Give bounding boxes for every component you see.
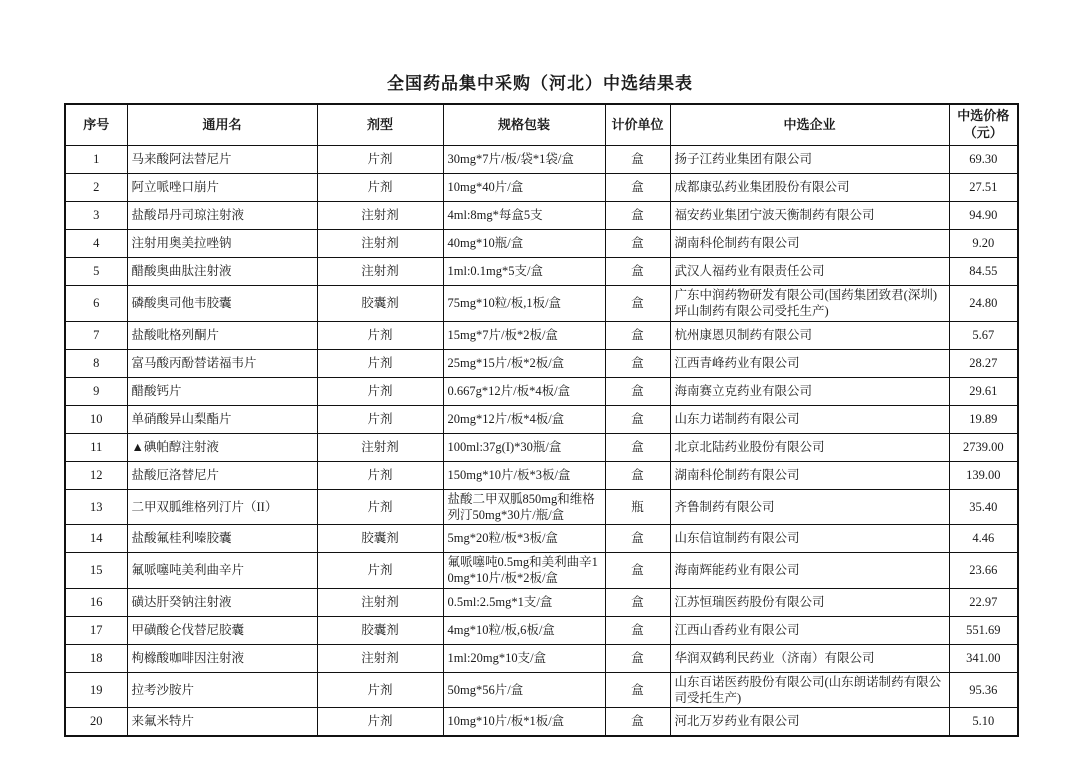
- cell-pricing-unit: 盒: [605, 230, 670, 258]
- cell-selected-company: 江苏恒瑞医药股份有限公司: [670, 588, 949, 616]
- table-row: [65, 708, 1018, 737]
- table-row: [65, 672, 1018, 708]
- cell-spec-package: 氟哌噻吨0.5mg和美利曲辛10mg*10片/板*2板/盒: [443, 553, 605, 589]
- cell-selected-price: 24.80: [949, 286, 1018, 322]
- col-header-generic-name: 通用名: [127, 104, 317, 146]
- cell-spec-package: 20mg*12片/板*4板/盒: [443, 405, 605, 433]
- cell-dosage-form: 片剂: [317, 321, 443, 349]
- cell-selected-company: 山东信谊制药有限公司: [670, 525, 949, 553]
- cell-generic-name: 阿立哌唑口崩片: [127, 174, 317, 202]
- cell-selected-price: 4.46: [949, 525, 1018, 553]
- cell-selected-price: 5.10: [949, 708, 1018, 737]
- cell-spec-package: 0.667g*12片/板*4板/盒: [443, 377, 605, 405]
- cell-dosage-form: 胶囊剂: [317, 525, 443, 553]
- header-row: [65, 104, 1018, 146]
- table-row: [65, 258, 1018, 286]
- cell-generic-name: 磷酸奥司他韦胶囊: [127, 286, 317, 322]
- cell-dosage-form: 片剂: [317, 672, 443, 708]
- cell-index: 18: [65, 644, 127, 672]
- col-header-index: 序号: [65, 104, 127, 146]
- cell-index: 16: [65, 588, 127, 616]
- cell-selected-price: 69.30: [949, 146, 1018, 174]
- cell-selected-company: 山东百诺医药股份有限公司(山东朗诺制药有限公司受托生产): [670, 672, 949, 708]
- cell-selected-company: 扬子江药业集团有限公司: [670, 146, 949, 174]
- cell-index: 5: [65, 258, 127, 286]
- cell-selected-company: 华润双鹤利民药业（济南）有限公司: [670, 644, 949, 672]
- cell-spec-package: 4ml:8mg*每盒5支: [443, 202, 605, 230]
- cell-spec-package: 盐酸二甲双胍850mg和维格列汀50mg*30片/瓶/盒: [443, 489, 605, 525]
- cell-dosage-form: 注射剂: [317, 588, 443, 616]
- cell-selected-price: 22.97: [949, 588, 1018, 616]
- cell-selected-company: 齐鲁制药有限公司: [670, 489, 949, 525]
- cell-selected-price: 27.51: [949, 174, 1018, 202]
- cell-generic-name: 注射用奥美拉唑钠: [127, 230, 317, 258]
- cell-spec-package: 15mg*7片/板*2板/盒: [443, 321, 605, 349]
- cell-selected-company: 福安药业集团宁波天衡制药有限公司: [670, 202, 949, 230]
- cell-index: 14: [65, 525, 127, 553]
- cell-selected-price: 29.61: [949, 377, 1018, 405]
- cell-index: 13: [65, 489, 127, 525]
- table-row: [65, 525, 1018, 553]
- table-row: [65, 405, 1018, 433]
- cell-selected-price: 2739.00: [949, 433, 1018, 461]
- cell-spec-package: 1ml:20mg*10支/盒: [443, 644, 605, 672]
- table-row: [65, 349, 1018, 377]
- cell-dosage-form: 注射剂: [317, 202, 443, 230]
- cell-pricing-unit: 盒: [605, 672, 670, 708]
- cell-dosage-form: 片剂: [317, 708, 443, 737]
- cell-index: 6: [65, 286, 127, 322]
- table-row: [65, 202, 1018, 230]
- cell-generic-name: 盐酸昂丹司琼注射液: [127, 202, 317, 230]
- cell-pricing-unit: 盒: [605, 553, 670, 589]
- cell-spec-package: 30mg*7片/板/袋*1袋/盒: [443, 146, 605, 174]
- cell-selected-company: 江西青峰药业有限公司: [670, 349, 949, 377]
- cell-generic-name: 甲磺酸仑伐替尼胶囊: [127, 616, 317, 644]
- cell-dosage-form: 片剂: [317, 405, 443, 433]
- cell-spec-package: 25mg*15片/板*2板/盒: [443, 349, 605, 377]
- cell-spec-package: 5mg*20粒/板*3板/盒: [443, 525, 605, 553]
- cell-index: 1: [65, 146, 127, 174]
- cell-selected-company: 武汉人福药业有限责任公司: [670, 258, 949, 286]
- cell-selected-price: 94.90: [949, 202, 1018, 230]
- table-row: [65, 489, 1018, 525]
- cell-dosage-form: 注射剂: [317, 433, 443, 461]
- page-title: 全国药品集中采购（河北）中选结果表: [387, 74, 693, 93]
- table-row: [65, 616, 1018, 644]
- cell-dosage-form: 片剂: [317, 489, 443, 525]
- cell-selected-company: 江西山香药业有限公司: [670, 616, 949, 644]
- cell-spec-package: 0.5ml:2.5mg*1支/盒: [443, 588, 605, 616]
- results-table-body: [65, 146, 1018, 737]
- cell-selected-company: 北京北陆药业股份有限公司: [670, 433, 949, 461]
- cell-dosage-form: 片剂: [317, 349, 443, 377]
- table-row: [65, 174, 1018, 202]
- table-row: [65, 553, 1018, 589]
- cell-selected-company: 海南辉能药业有限公司: [670, 553, 949, 589]
- cell-pricing-unit: 盒: [605, 405, 670, 433]
- cell-index: 4: [65, 230, 127, 258]
- cell-index: 2: [65, 174, 127, 202]
- cell-spec-package: 150mg*10片/板*3板/盒: [443, 461, 605, 489]
- cell-generic-name: 富马酸丙酚替诺福韦片: [127, 349, 317, 377]
- cell-generic-name: 拉考沙胺片: [127, 672, 317, 708]
- cell-pricing-unit: 盒: [605, 258, 670, 286]
- cell-selected-price: 341.00: [949, 644, 1018, 672]
- cell-dosage-form: 片剂: [317, 461, 443, 489]
- cell-index: 9: [65, 377, 127, 405]
- cell-selected-price: 139.00: [949, 461, 1018, 489]
- cell-dosage-form: 注射剂: [317, 258, 443, 286]
- cell-dosage-form: 注射剂: [317, 230, 443, 258]
- cell-spec-package: 75mg*10粒/板,1板/盒: [443, 286, 605, 322]
- cell-generic-name: 磺达肝癸钠注射液: [127, 588, 317, 616]
- cell-pricing-unit: 盒: [605, 461, 670, 489]
- cell-generic-name: 醋酸钙片: [127, 377, 317, 405]
- cell-index: 17: [65, 616, 127, 644]
- cell-generic-name: 盐酸氟桂利嗪胶囊: [127, 525, 317, 553]
- cell-selected-company: 湖南科伦制药有限公司: [670, 461, 949, 489]
- cell-dosage-form: 片剂: [317, 377, 443, 405]
- cell-selected-price: 19.89: [949, 405, 1018, 433]
- cell-pricing-unit: 盒: [605, 146, 670, 174]
- cell-dosage-form: 注射剂: [317, 644, 443, 672]
- cell-spec-package: 1ml:0.1mg*5支/盒: [443, 258, 605, 286]
- cell-dosage-form: 胶囊剂: [317, 616, 443, 644]
- cell-index: 3: [65, 202, 127, 230]
- cell-selected-company: 湖南科伦制药有限公司: [670, 230, 949, 258]
- cell-index: 20: [65, 708, 127, 737]
- cell-pricing-unit: 盒: [605, 321, 670, 349]
- table-row: [65, 377, 1018, 405]
- cell-selected-price: 23.66: [949, 553, 1018, 589]
- cell-selected-company: 杭州康恩贝制药有限公司: [670, 321, 949, 349]
- cell-spec-package: 4mg*10粒/板,6板/盒: [443, 616, 605, 644]
- cell-generic-name: 二甲双胍维格列汀片（II）: [127, 489, 317, 525]
- cell-dosage-form: 片剂: [317, 146, 443, 174]
- table-row: [65, 146, 1018, 174]
- col-header-spec-package: 规格包装: [443, 104, 605, 146]
- cell-spec-package: 10mg*10片/板*1板/盒: [443, 708, 605, 737]
- col-header-dosage-form: 剂型: [317, 104, 443, 146]
- cell-selected-company: 海南赛立克药业有限公司: [670, 377, 949, 405]
- cell-dosage-form: 片剂: [317, 553, 443, 589]
- results-table: [64, 103, 1019, 737]
- cell-selected-price: 28.27: [949, 349, 1018, 377]
- cell-dosage-form: 胶囊剂: [317, 286, 443, 322]
- cell-generic-name: ▲碘帕醇注射液: [127, 433, 317, 461]
- cell-selected-company: 广东中润药物研发有限公司(国药集团致君(深圳)坪山制药有限公司受托生产): [670, 286, 949, 322]
- table-row: [65, 230, 1018, 258]
- cell-index: 7: [65, 321, 127, 349]
- cell-spec-package: 40mg*10瓶/盒: [443, 230, 605, 258]
- cell-generic-name: 马来酸阿法替尼片: [127, 146, 317, 174]
- cell-pricing-unit: 盒: [605, 377, 670, 405]
- cell-selected-company: 成都康弘药业集团股份有限公司: [670, 174, 949, 202]
- cell-generic-name: 盐酸吡格列酮片: [127, 321, 317, 349]
- cell-index: 15: [65, 553, 127, 589]
- cell-index: 8: [65, 349, 127, 377]
- cell-selected-price: 5.67: [949, 321, 1018, 349]
- cell-spec-package: 10mg*40片/盒: [443, 174, 605, 202]
- cell-index: 11: [65, 433, 127, 461]
- table-row: [65, 286, 1018, 322]
- cell-pricing-unit: 盒: [605, 202, 670, 230]
- cell-selected-company: 山东力诺制药有限公司: [670, 405, 949, 433]
- cell-generic-name: 盐酸厄洛替尼片: [127, 461, 317, 489]
- cell-selected-price: 84.55: [949, 258, 1018, 286]
- cell-pricing-unit: 盒: [605, 708, 670, 737]
- cell-pricing-unit: 盒: [605, 286, 670, 322]
- cell-pricing-unit: 盒: [605, 644, 670, 672]
- cell-pricing-unit: 瓶: [605, 489, 670, 525]
- cell-generic-name: 枸橼酸咖啡因注射液: [127, 644, 317, 672]
- cell-pricing-unit: 盒: [605, 588, 670, 616]
- table-row: [65, 588, 1018, 616]
- cell-spec-package: 100ml:37g(I)*30瓶/盒: [443, 433, 605, 461]
- cell-pricing-unit: 盒: [605, 349, 670, 377]
- cell-index: 19: [65, 672, 127, 708]
- col-header-pricing-unit: 计价单位: [605, 104, 670, 146]
- cell-generic-name: 来氟米特片: [127, 708, 317, 737]
- table-row: [65, 433, 1018, 461]
- cell-generic-name: 醋酸奥曲肽注射液: [127, 258, 317, 286]
- cell-pricing-unit: 盒: [605, 174, 670, 202]
- cell-selected-company: 河北万岁药业有限公司: [670, 708, 949, 737]
- cell-pricing-unit: 盒: [605, 525, 670, 553]
- table-row: [65, 644, 1018, 672]
- cell-selected-price: 9.20: [949, 230, 1018, 258]
- cell-dosage-form: 片剂: [317, 174, 443, 202]
- cell-pricing-unit: 盒: [605, 433, 670, 461]
- cell-selected-price: 35.40: [949, 489, 1018, 525]
- cell-spec-package: 50mg*56片/盒: [443, 672, 605, 708]
- cell-index: 12: [65, 461, 127, 489]
- results-table-header: [65, 104, 1018, 146]
- cell-pricing-unit: 盒: [605, 616, 670, 644]
- cell-index: 10: [65, 405, 127, 433]
- col-header-selected-price: 中选价格（元）: [949, 104, 1018, 146]
- cell-selected-price: 551.69: [949, 616, 1018, 644]
- table-row: [65, 321, 1018, 349]
- cell-generic-name: 氟哌噻吨美利曲辛片: [127, 553, 317, 589]
- cell-selected-price: 95.36: [949, 672, 1018, 708]
- cell-generic-name: 单硝酸异山梨酯片: [127, 405, 317, 433]
- col-header-selected-company: 中选企业: [670, 104, 949, 146]
- table-row: [65, 461, 1018, 489]
